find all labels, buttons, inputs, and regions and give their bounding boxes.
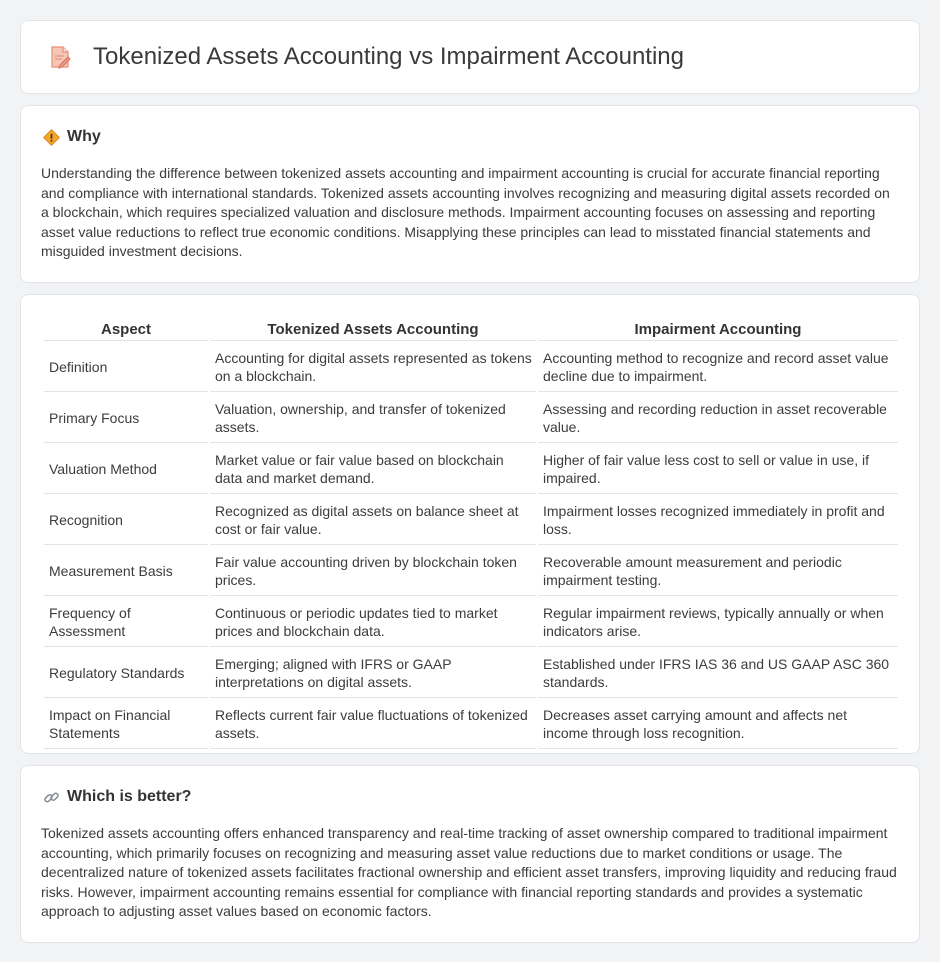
impairment-cell: Decreases asset carrying amount and affects net income through loss recognition. <box>538 700 898 749</box>
tokenized-cell: Continuous or periodic updates tied to market prices and blockchain data. <box>210 598 536 647</box>
aspect-cell: Regulatory Standards <box>44 649 208 698</box>
impairment-cell: Regular impairment reviews, typically annually or when indicators arise. <box>538 598 898 647</box>
impairment-cell: Assessing and recording reduction in asset recoverable value. <box>538 394 898 443</box>
comparison-table <box>42 315 900 751</box>
better-body: Tokenized assets accounting offers enhanced transparency and real-time tracking of asset ownership compared to traditional impairment accounting, which primarily focuses on recognizing and measuring asset value reductions due to market conditions or usage. The decentralized nature of tokenized assets facilitates fractional ownership and efficient asset transfers, improving liquidity and reducing fraud risks. However, impairment accounting remains essential for compliance with financial reporting standards and provides a systematic approach to adjusting asset values based on economic factors. <box>41 825 897 920</box>
impairment-cell: Impairment losses recognized immediately in profit and loss. <box>538 496 898 545</box>
aspect-cell: Frequency of Assessment <box>44 598 208 647</box>
table-row <box>44 496 898 545</box>
why-body: Understanding the difference between tokenized assets accounting and impairment accounting is crucial for accurate financial reporting and compliance with international standards. Tokenized assets accounting involves recognizing and measuring digital assets recorded on a blockchain, which requires specialized valuation and disclosure methods. Impairment accounting focuses on assessing and reporting asset value reductions to reflect true economic conditions. Misapplying these principles can lead to misstated financial statements and misguided investment decisions. <box>41 165 890 260</box>
table-row <box>44 700 898 749</box>
tokenized-cell: Emerging; aligned with IFRS or GAAP interpretations on digital assets. <box>210 649 536 698</box>
better-heading: Which is better? <box>67 788 192 805</box>
page-title: Tokenized Assets Accounting vs Impairment Accounting <box>93 43 684 70</box>
table-row <box>44 547 898 596</box>
aspect-cell: Primary Focus <box>44 394 208 443</box>
table-row <box>44 445 898 494</box>
table-row <box>44 394 898 443</box>
table-header-row <box>44 317 898 341</box>
tokenized-cell: Reflects current fair value fluctuations of tokenized assets. <box>210 700 536 749</box>
impairment-cell: Established under IFRS IAS 36 and US GAAP ASC 360 standards. <box>538 649 898 698</box>
header-aspect: Aspect <box>44 317 208 341</box>
impairment-cell: Recoverable amount measurement and periodic impairment testing. <box>538 547 898 596</box>
tokenized-cell: Valuation, ownership, and transfer of tokenized assets. <box>210 394 536 443</box>
tokenized-cell: Market value or fair value based on blockchain data and market demand. <box>210 445 536 494</box>
comparison-card <box>20 294 920 754</box>
aspect-cell: Valuation Method <box>44 445 208 494</box>
aspect-cell: Definition <box>44 343 208 392</box>
tokenized-cell: Recognized as digital assets on balance sheet at cost or fair value. <box>210 496 536 545</box>
better-section <box>20 765 920 943</box>
title-card <box>20 20 920 94</box>
why-heading: Why <box>67 128 101 145</box>
table-row <box>44 598 898 647</box>
why-section <box>20 105 920 283</box>
impairment-cell: Higher of fair value less cost to sell or value in use, if impaired. <box>538 445 898 494</box>
aspect-cell: Measurement Basis <box>44 547 208 596</box>
tokenized-cell: Accounting for digital assets represented as tokens on a blockchain. <box>210 343 536 392</box>
diamond-sign-icon <box>43 129 60 146</box>
impairment-cell: Accounting method to recognize and record asset value decline due to impairment. <box>538 343 898 392</box>
table-row <box>44 649 898 698</box>
document-icon <box>47 44 73 70</box>
aspect-cell: Recognition <box>44 496 208 545</box>
header-tokenized: Tokenized Assets Accounting <box>210 317 536 341</box>
table-row <box>44 343 898 392</box>
link-icon <box>43 789 60 806</box>
aspect-cell: Impact on Financial Statements <box>44 700 208 749</box>
tokenized-cell: Fair value accounting driven by blockchain token prices. <box>210 547 536 596</box>
header-impairment: Impairment Accounting <box>538 317 898 341</box>
